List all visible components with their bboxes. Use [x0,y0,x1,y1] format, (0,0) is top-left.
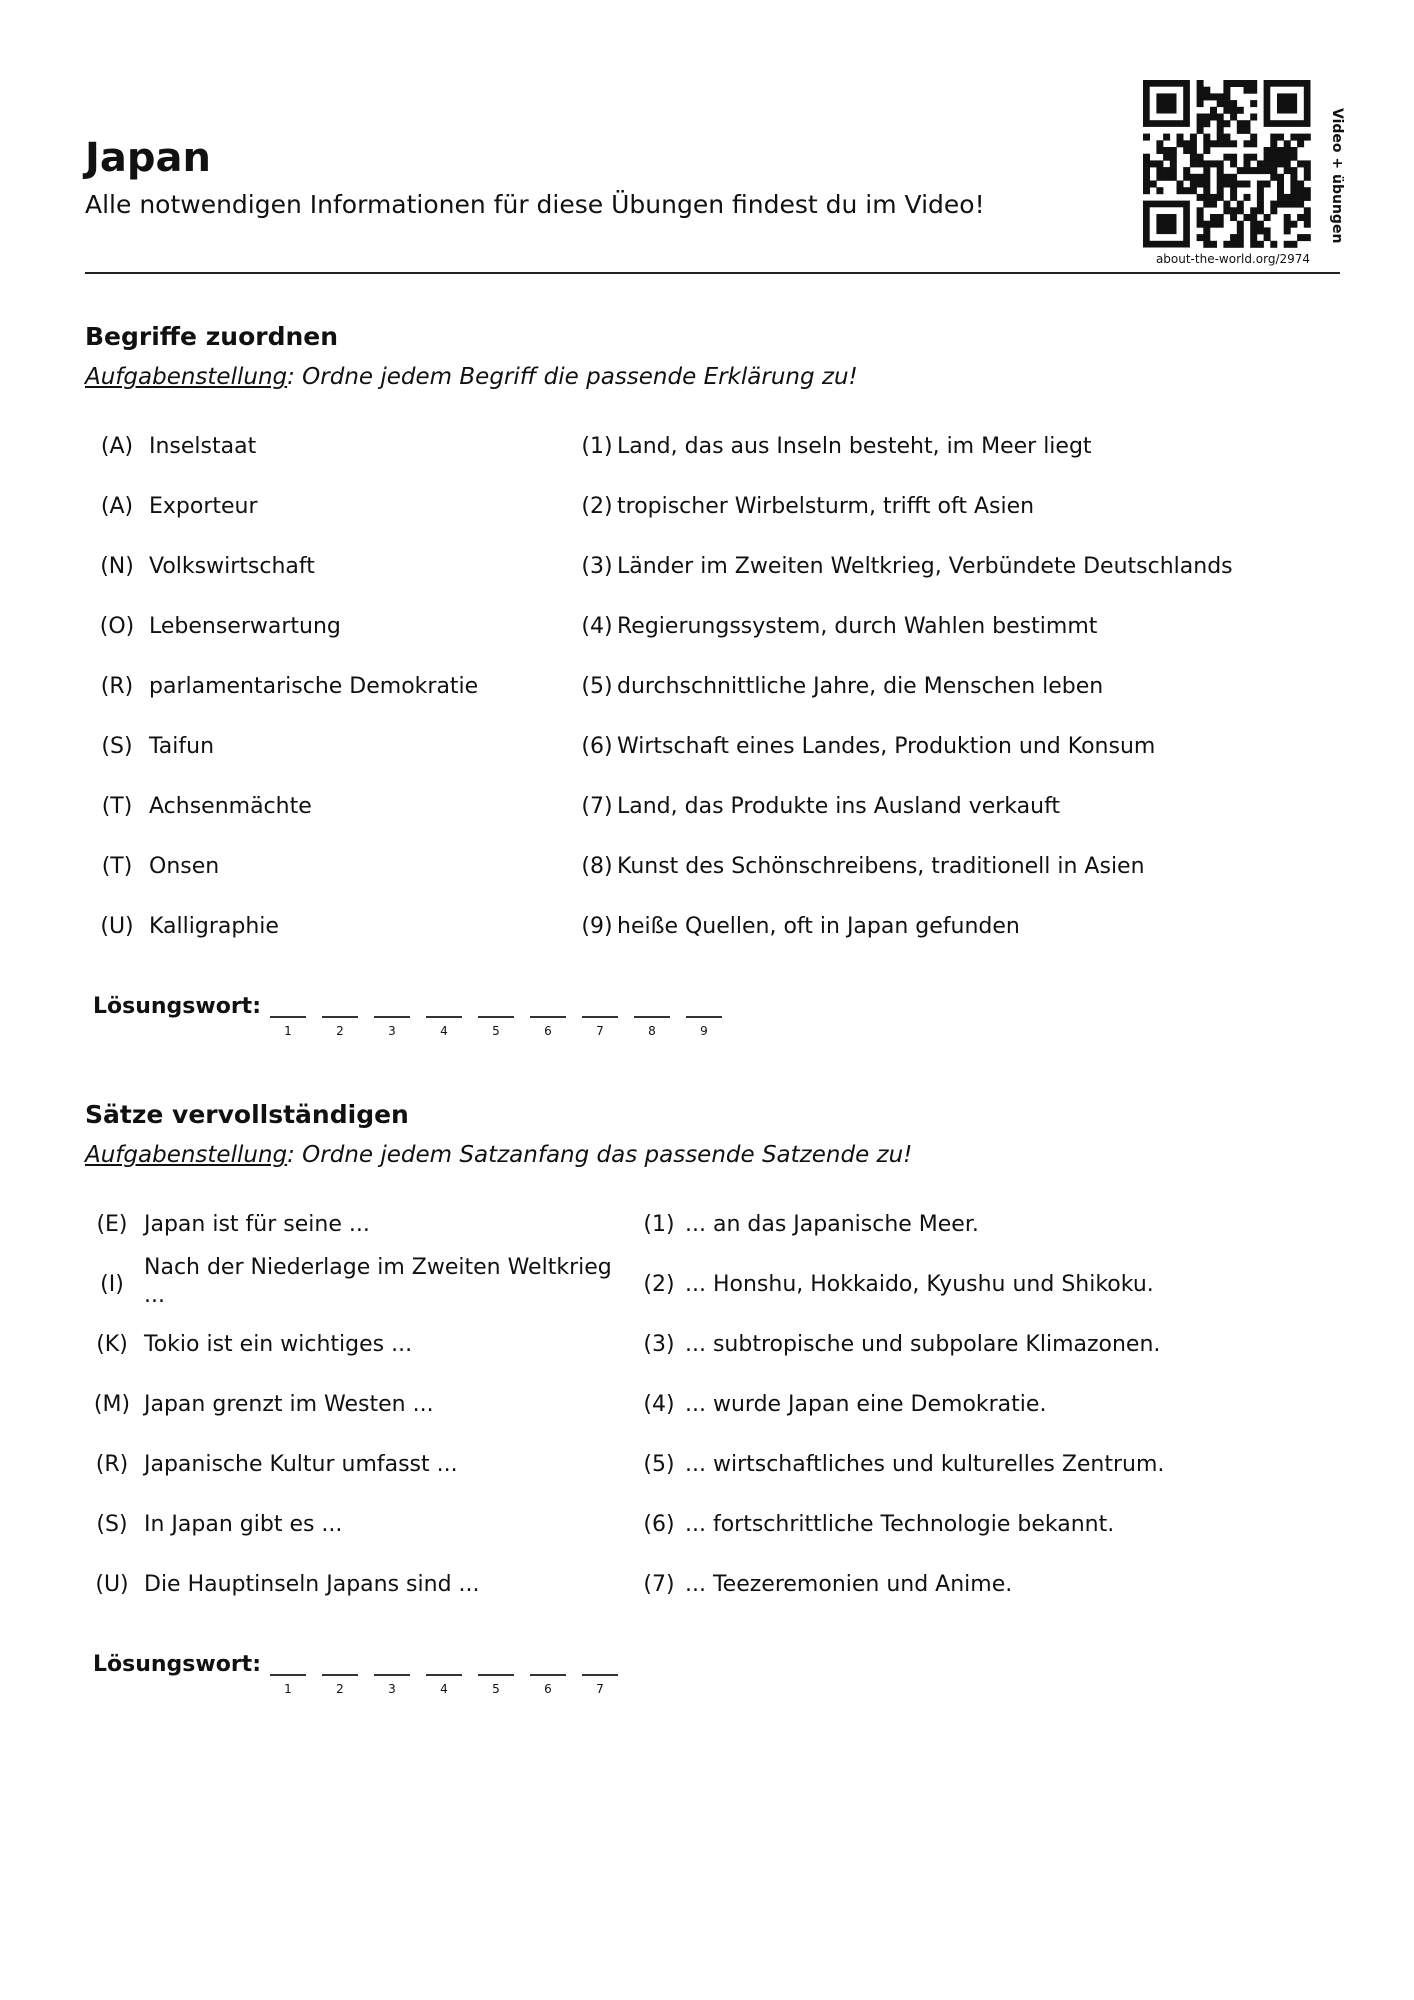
slot-number: 8 [648,1024,656,1038]
ending-text: ... Honshu, Hokkaido, Kyushu und Shikoku. [685,1272,1154,1297]
list-item [85,1510,1340,1570]
slot-number: 5 [492,1024,500,1038]
qr-url: about-the-world.org/2974 [1155,252,1311,266]
answer-slot[interactable] [634,1000,670,1038]
term-label: (A) [100,434,134,459]
ending-text: ... an das Japanische Meer. [685,1212,979,1237]
section-complete-sentences [85,1100,1340,1696]
instruction-label: Aufgabenstellung [85,1142,288,1168]
start-text: Nach der Niederlage im Zweiten Weltkrieg ... [144,1255,612,1308]
section-match-terms [85,322,1340,1038]
term-label: (S) [101,734,133,759]
ending-text: ... Teezeremonien und Anime. [685,1572,1013,1597]
instruction-label: Aufgabenstellung [85,364,288,390]
solution-label: Lösungswort: [93,1652,261,1677]
term-text: Inselstaat [149,434,257,459]
ending-text: ... wurde Japan eine Demokratie. [685,1392,1047,1417]
slot-number: 3 [388,1024,396,1038]
list-item [85,552,1340,612]
term-label: (T) [101,854,133,879]
list-item [85,792,1340,852]
answer-slot[interactable] [426,1658,462,1696]
slot-number: 6 [544,1024,552,1038]
term-text: Volkswirtschaft [149,554,315,579]
term-label: (U) [100,914,134,939]
term-label: (T) [101,794,133,819]
answer-slot[interactable] [582,1658,618,1696]
ending-text: ... wirtschaftliches und kulturelles Zentrum. [685,1452,1165,1477]
definition-text: Länder im Zweiten Weltkrieg, Verbündete Deutschlands [617,554,1233,579]
solution-word [93,1652,261,1677]
answer-slot[interactable] [270,1000,306,1038]
start-label: (S) [96,1512,128,1537]
ending-label: (3) [643,1332,675,1357]
instruction [85,1142,1340,1168]
answer-slot[interactable] [270,1658,306,1696]
list-item [85,1330,1340,1390]
term-text: parlamentarische Demokratie [149,674,479,699]
definition-label: (3) [581,554,613,579]
list-item [85,432,1340,492]
definition-label: (2) [581,494,613,519]
ending-text: ... subtropische und subpolare Klimazonen. [685,1332,1161,1357]
start-label: (K) [96,1332,128,1357]
instruction-text: : Ordne jedem Satzanfang das passende Satzende zu! [287,1142,913,1168]
definition-label: (6) [581,734,613,759]
slot-number: 3 [388,1682,396,1696]
term-text: Onsen [149,854,220,879]
page-title: Japan [85,135,211,181]
term-label: (N) [100,554,134,579]
ending-label: (5) [643,1452,675,1477]
answer-slot[interactable] [374,1000,410,1038]
slot-number: 7 [596,1682,604,1696]
definition-label: (8) [581,854,613,879]
page-subtitle: Alle notwendigen Informationen für diese Übungen findest du im Video! [85,190,985,219]
qr-code-icon[interactable] [1143,80,1319,248]
term-text: Exporteur [149,494,258,519]
definition-text: heiße Quellen, oft in Japan gefunden [617,914,1020,939]
answer-slot[interactable] [322,1658,358,1696]
slot-number: 2 [336,1682,344,1696]
start-label: (R) [95,1452,129,1477]
list-item [85,1570,1340,1630]
instruction [85,364,1340,390]
start-text: Die Hauptinseln Japans sind ... [144,1572,480,1597]
definition-label: (9) [581,914,613,939]
section-title: Sätze vervollständigen [85,1100,409,1129]
definition-text: Land, das Produkte ins Ausland verkauft [617,794,1061,819]
term-text: Achsenmächte [149,794,312,819]
slot-number: 9 [700,1024,708,1038]
definition-text: tropischer Wirbelsturm, trifft oft Asien [617,494,1035,519]
slot-number: 4 [440,1024,448,1038]
instruction-text: : Ordne jedem Begriff die passende Erklärung zu! [287,364,858,390]
slot-number: 1 [284,1024,292,1038]
definition-label: (1) [581,434,613,459]
ending-label: (1) [643,1212,675,1237]
solution-label: Lösungswort: [93,994,261,1019]
slot-number: 1 [284,1682,292,1696]
slot-number: 6 [544,1682,552,1696]
term-text: Taifun [149,734,215,759]
answer-slot[interactable] [322,1000,358,1038]
list-item [85,1255,1340,1330]
qr-code-block[interactable] [1143,80,1343,270]
start-label: (U) [95,1572,129,1597]
answer-slot[interactable] [582,1000,618,1038]
ending-label: (2) [643,1272,675,1297]
answer-slot[interactable] [530,1658,566,1696]
list-item [85,912,1340,972]
slot-number: 2 [336,1024,344,1038]
start-label: (I) [100,1272,124,1297]
start-text: Japan ist für seine ... [144,1212,370,1237]
list-item [85,1450,1340,1510]
ending-label: (4) [643,1392,675,1417]
term-label: (A) [100,494,134,519]
start-text: Japanische Kultur umfasst ... [144,1452,458,1477]
start-label: (M) [93,1392,131,1417]
term-label: (O) [99,614,135,639]
definition-label: (5) [581,674,613,699]
list-item [85,852,1340,912]
answer-slot[interactable] [478,1000,514,1038]
start-label: (E) [96,1212,128,1237]
header-divider [85,272,1340,274]
ending-label: (6) [643,1512,675,1537]
answer-slot[interactable] [374,1658,410,1696]
list-item [85,492,1340,552]
ending-label: (7) [643,1572,675,1597]
term-label: (R) [100,674,134,699]
definition-text: Land, das aus Inseln besteht, im Meer liegt [617,434,1092,459]
list-item [85,672,1340,732]
start-text: In Japan gibt es ... [144,1512,343,1537]
list-item [85,1390,1340,1450]
term-text: Kalligraphie [149,914,279,939]
term-text: Lebenserwartung [149,614,341,639]
answer-slot[interactable] [478,1658,514,1696]
definition-label: (7) [581,794,613,819]
slot-number: 4 [440,1682,448,1696]
list-item [85,612,1340,672]
slot-number: 7 [596,1024,604,1038]
definition-text: durchschnittliche Jahre, die Menschen leben [617,674,1104,699]
section-title: Begriffe zuordnen [85,322,339,351]
definition-text: Regierungssystem, durch Wahlen bestimmt [617,614,1098,639]
solution-word [93,994,261,1019]
slot-number: 5 [492,1682,500,1696]
definition-text: Wirtschaft eines Landes, Produktion und Konsum [617,734,1156,759]
qr-side-label: Video + übungen [1329,108,1345,244]
list-item [85,732,1340,792]
answer-slot[interactable] [530,1000,566,1038]
answer-slot[interactable] [426,1000,462,1038]
page-header [85,80,1345,275]
definition-label: (4) [581,614,613,639]
ending-text: ... fortschrittliche Technologie bekannt. [685,1512,1115,1537]
start-text: Tokio ist ein wichtiges ... [144,1332,413,1357]
definition-text: Kunst des Schönschreibens, traditionell in Asien [617,854,1145,879]
answer-slot[interactable] [686,1000,722,1038]
start-text: Japan grenzt im Westen ... [144,1392,434,1417]
